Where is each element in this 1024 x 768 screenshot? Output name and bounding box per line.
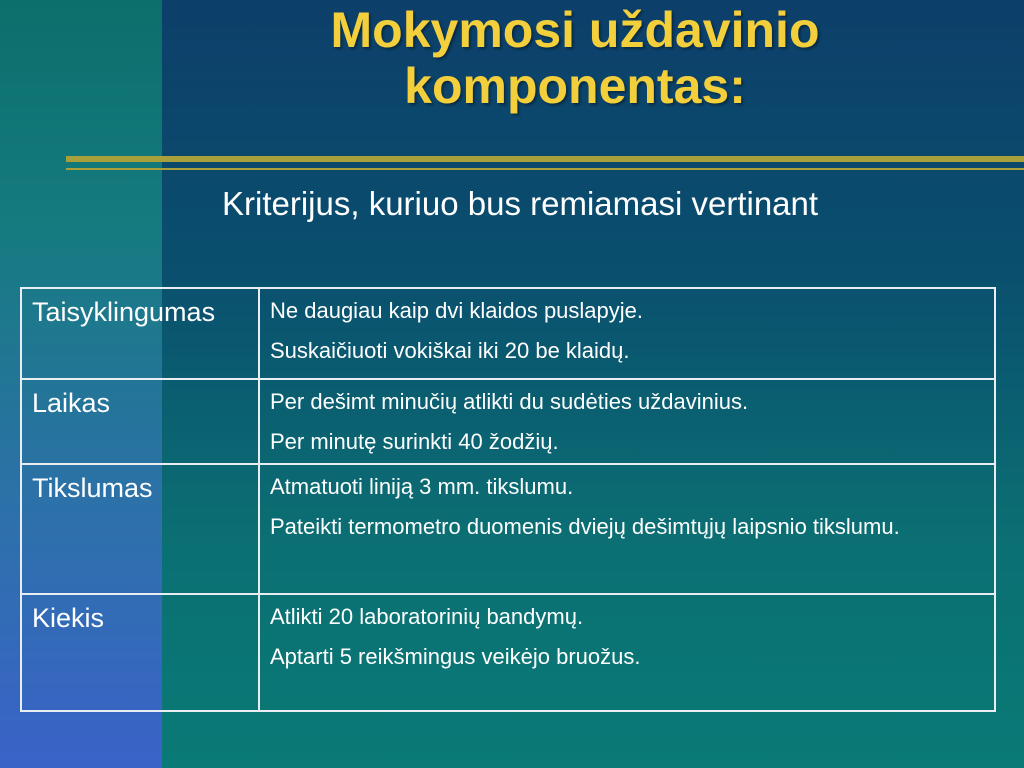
slide-title-line2: komponentas: [404, 58, 746, 114]
title-divider-thin [66, 168, 1024, 170]
title-divider-thick [66, 156, 1024, 162]
table-row [21, 594, 995, 711]
table-row [21, 379, 995, 464]
criterion-label: Tikslumas [21, 464, 259, 594]
table-row [21, 464, 995, 594]
description-line: Atlikti 20 laboratorinių bandymų. [270, 604, 584, 629]
criterion-description [259, 464, 995, 594]
description-line: Suskaičiuoti vokiškai iki 20 be klaidų. [270, 338, 630, 363]
description-line: Pateikti termometro duomenis dviejų dešimtųjų laipsnio tikslumu. [270, 514, 900, 539]
criterion-label: Laikas [21, 379, 259, 464]
criterion-description [259, 288, 995, 379]
table-row [21, 288, 995, 379]
description-line: Aptarti 5 reikšmingus veikėjo bruožus. [270, 644, 641, 669]
slide-title [230, 2, 920, 114]
criterion-description [259, 594, 995, 711]
description-line: Atmatuoti liniją 3 mm. tikslumu. [270, 474, 574, 499]
description-line: Per dešimt minučių atlikti du sudėties uždavinius. [270, 389, 749, 414]
description-line: Per minutę surinkti 40 žodžių. [270, 429, 559, 454]
criterion-description [259, 379, 995, 464]
slide-title-line1: Mokymosi uždavinio [330, 2, 820, 58]
description-line: Ne daugiau kaip dvi klaidos puslapyje. [270, 298, 644, 323]
slide-subtitle: Kriterijus, kuriuo bus remiamasi vertinant [222, 185, 819, 222]
criteria-table [20, 287, 996, 712]
criterion-label: Kiekis [21, 594, 259, 711]
criterion-label: Taisyklingumas [21, 288, 259, 379]
